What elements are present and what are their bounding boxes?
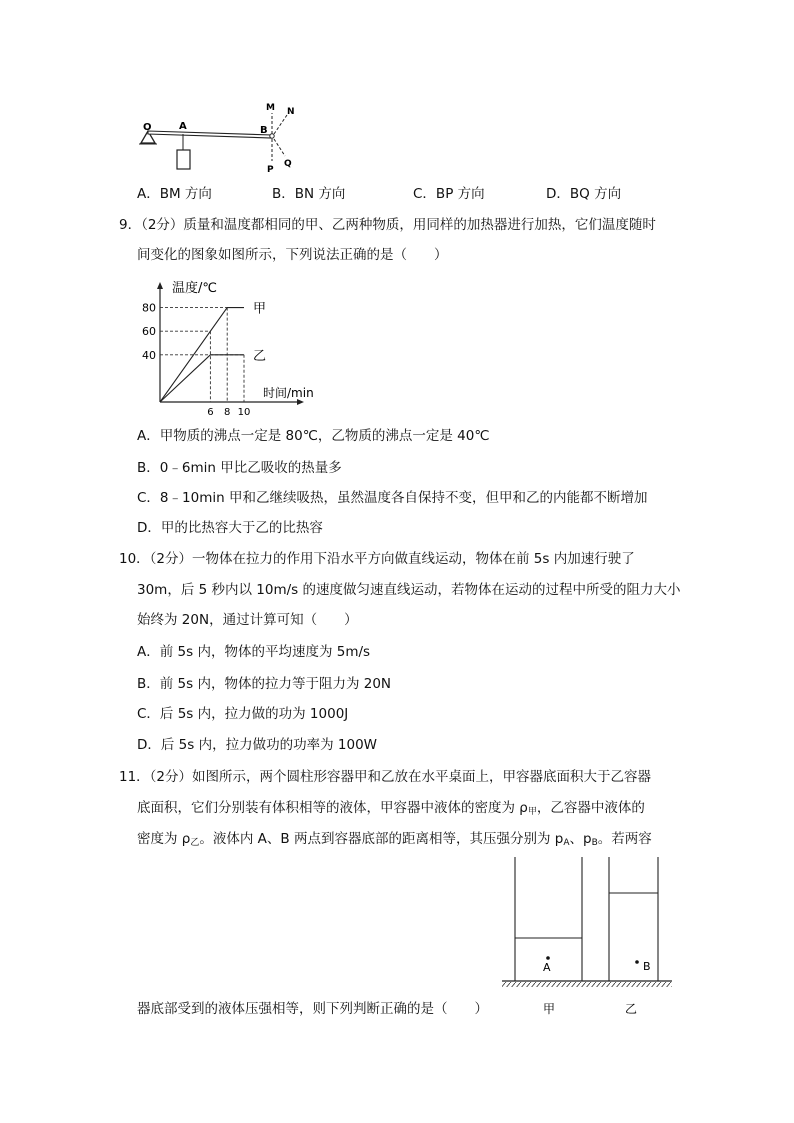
q9-option-c[interactable]: C．8﹣10min 甲和乙继续吸热，虽然温度各自保持不变，但甲和乙的内能都不断增加 [137, 490, 648, 506]
q8-option-a[interactable]: A．BM 方向 [137, 186, 212, 202]
x-tick-label: 6 [207, 407, 214, 418]
x-tick-label: 8 [224, 407, 231, 418]
label-point-A: A [543, 961, 551, 974]
y-axis-arrow [157, 282, 163, 289]
q11-line3-end: 。若两容 [597, 831, 652, 847]
q9-stem-line2: 间变化的图象如图所示，下列说法正确的是（ ） [137, 247, 448, 263]
y-tick-label: 80 [142, 301, 156, 315]
rho-jia-sub: 甲 [527, 807, 537, 817]
y-tick-label: 60 [142, 325, 156, 339]
q8-option-d[interactable]: D．BQ 方向 [546, 186, 622, 202]
label-M: M [266, 103, 275, 113]
lever-bar [148, 131, 272, 138]
y-axis-label: 温度/℃ [172, 281, 217, 296]
label-yi: 乙 [625, 1002, 638, 1016]
q10-option-d[interactable]: D．后 5s 内，拉力做功的功率为 100W [137, 737, 378, 753]
label-B: B [260, 125, 268, 136]
q8-option-b[interactable]: B．BN 方向 [272, 186, 346, 202]
q10-option-c[interactable]: C．后 5s 内，拉力做的功为 1000J [137, 706, 349, 722]
rho-yi-sub: 乙 [190, 838, 200, 848]
y-tick-label: 40 [142, 348, 156, 362]
label-Q: Q [284, 159, 292, 169]
q10-stem-line1: 10．（2分）一物体在拉力的作用下沿水平方向做直线运动，物体在前 5s 内加速行驶了 [119, 551, 635, 567]
container-yi [609, 857, 658, 981]
label-O: O [143, 122, 152, 133]
point-B [635, 960, 639, 964]
arrow-BN [274, 115, 287, 134]
lever-figure [135, 98, 310, 176]
q11-line2-text: 底面积，它们分别装有体积相等的液体，甲容器中液体的密度为 ρ [137, 800, 528, 816]
q10-stem-line2: 30m，后 5 秒内以 10m/s 的速度做匀速直线运动，若物体在运动的过程中所受的阻力大小 [137, 582, 681, 598]
q9-option-b[interactable]: B．0﹣6min 甲比乙吸收的热量多 [137, 460, 342, 476]
q11-stem-line3 [137, 833, 652, 848]
q11-line2-end: ，乙容器中液体的 [536, 800, 645, 816]
label-P: P [267, 165, 274, 175]
q11-stem-line1: 11．（2分）如图所示，两个圆柱形容器甲和乙放在水平桌面上，甲容器底面积大于乙容器 [119, 769, 652, 785]
series-label-jia: 甲 [253, 301, 267, 317]
x-tick-label: 10 [237, 407, 251, 418]
label-jia: 甲 [543, 1002, 556, 1016]
hanging-weight [177, 150, 190, 169]
pb-sub: B [591, 838, 598, 848]
series-label-yi: 乙 [253, 348, 267, 364]
q10-stem-line3: 始终为 20N，通过计算可知（ ） [137, 612, 358, 628]
point-A [546, 956, 550, 960]
label-N: N [287, 107, 295, 117]
q8-option-c[interactable]: C．BP 方向 [413, 186, 485, 202]
q9-stem-line1: 9．（2分）质量和温度都相同的甲、乙两种物质，用同样的加热器进行加热，它们温度随时 [119, 217, 656, 233]
containers-figure [500, 857, 680, 1017]
q11-stem-line4: 器底部受到的液体压强相等，则下列判断正确的是（ ） [137, 1001, 488, 1017]
temperature-time-chart [135, 278, 335, 418]
q11-stem-line2 [137, 802, 645, 817]
q10-option-b[interactable]: B．前 5s 内，物体的拉力等于阻力为 20N [137, 676, 392, 692]
x-axis-label: 时间/min [263, 386, 314, 400]
q11-sep: 、p [569, 831, 592, 847]
arrow-BQ [274, 139, 285, 156]
q11-line3-mid: 。液体内 A、B 两点到容器底部的距离相等，其压强分别为 p [199, 831, 564, 847]
q11-line3-pre: 密度为 ρ [137, 831, 191, 847]
pa-sub: A [563, 838, 570, 848]
label-A: A [179, 121, 187, 132]
q9-option-d[interactable]: D．甲的比热容大于乙的比热容 [137, 520, 323, 536]
q9-option-a[interactable]: A．甲物质的沸点一定是 80℃，乙物质的沸点一定是 40℃ [137, 428, 490, 444]
label-point-B: B [643, 960, 651, 973]
q10-option-a[interactable]: A．前 5s 内，物体的平均速度为 5m/s [137, 644, 371, 660]
series-line-yi [160, 355, 244, 402]
